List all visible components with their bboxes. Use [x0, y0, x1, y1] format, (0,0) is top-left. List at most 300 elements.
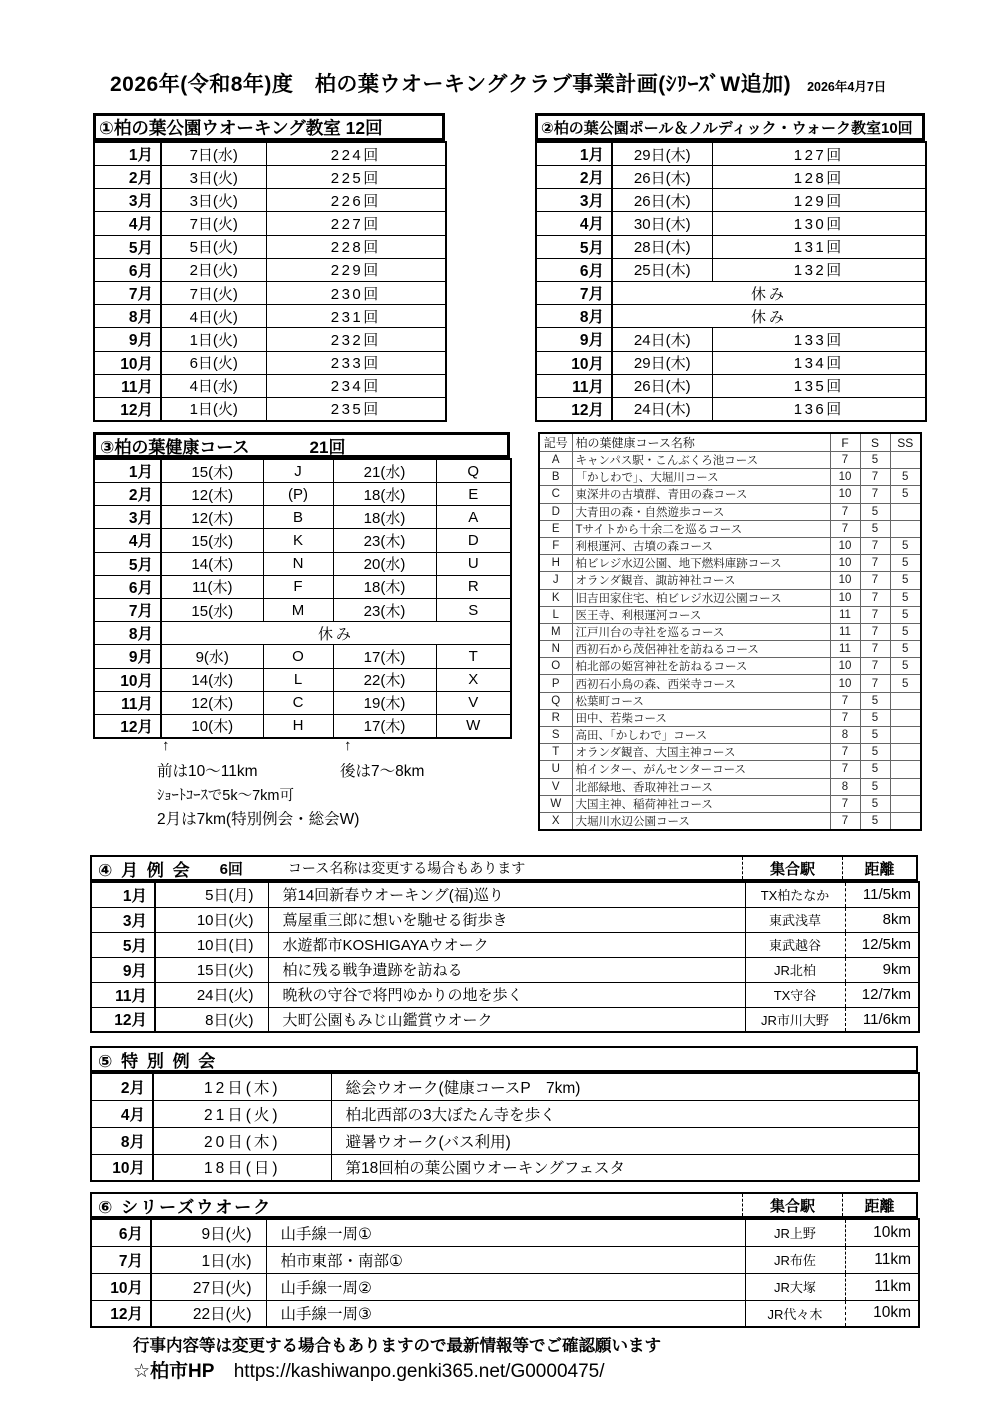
course-s-km-cell: 5: [860, 709, 890, 726]
month-cell: 10月: [94, 668, 161, 691]
course-code-cell: J: [539, 572, 572, 589]
session-count-cell: 131回: [712, 235, 926, 258]
course-list-row: [539, 727, 921, 744]
walk-event-row: [91, 1007, 919, 1032]
course-list-row: [539, 641, 921, 658]
course-s-km-cell: 7: [860, 555, 890, 572]
first-course-code-cell: B: [263, 506, 333, 529]
course-ss-km-cell: [890, 503, 921, 520]
class-schedule-row: [536, 189, 926, 212]
course-s-km-cell: 5: [860, 744, 890, 761]
health-course-header: [93, 432, 510, 458]
course-ss-km-cell: 5: [890, 486, 921, 503]
walking-class-table: [93, 141, 447, 422]
monthly-walk-note: コース名称は変更する場合もあります: [287, 860, 526, 876]
course-f-km-cell: 11: [830, 606, 860, 623]
course-name-cell: 東深井の古墳群、青田の森コース: [572, 486, 830, 503]
health-course-table: [93, 458, 512, 739]
event-name-cell: 第14回新春ウオーキング(福)巡り: [268, 882, 745, 907]
date-cell: 3日(火): [161, 166, 266, 189]
meeting-station-cell: 東武越谷: [745, 932, 845, 957]
arrow-up-icon: ↑: [162, 737, 170, 754]
course-list-header-row: [539, 433, 921, 452]
course-s-km-cell: 7: [860, 486, 890, 503]
health-course-row: [94, 668, 511, 691]
month-cell: 4月: [91, 1100, 153, 1127]
health-course-row: [94, 645, 511, 668]
walking-class-body: [94, 142, 446, 421]
walk-event-row: [91, 932, 919, 957]
class-schedule-row: [536, 235, 926, 258]
course-s-km-cell: 5: [860, 452, 890, 469]
course-code-cell: B: [539, 469, 572, 486]
month-cell: 11月: [94, 374, 161, 397]
second-date-cell: 18(水): [333, 506, 436, 529]
event-name-cell: 山手線一周②: [266, 1273, 745, 1300]
course-name-cell: Tサイトから十余二を巡るコース: [572, 520, 830, 537]
course-list-row: [539, 692, 921, 709]
month-cell: 6月: [94, 258, 161, 281]
first-date-cell: 12(木): [161, 691, 263, 714]
class-schedule-row: [94, 142, 446, 166]
session-count-cell: 229回: [266, 258, 446, 281]
course-s-km-cell: 5: [860, 727, 890, 744]
special-walk-section: [90, 1046, 918, 1182]
first-course-code-cell: J: [263, 459, 333, 483]
date-cell: 27日(火): [151, 1273, 266, 1300]
month-cell: 11月: [94, 691, 161, 714]
distance-cell: 10km: [845, 1300, 919, 1327]
event-name-cell: 山手線一周①: [266, 1219, 745, 1246]
first-course-code-cell: H: [263, 714, 333, 738]
month-cell: 10月: [91, 1154, 153, 1181]
second-course-code-cell: U: [436, 552, 511, 575]
walk-event-row: [91, 957, 919, 982]
course-f-km-cell: 7: [830, 503, 860, 520]
health-course-count: 21回: [309, 437, 346, 457]
month-cell: 1月: [91, 882, 155, 907]
distance-column-header: 距離: [842, 1194, 916, 1216]
month-cell: 7月: [536, 281, 612, 304]
course-code-cell: S: [539, 727, 572, 744]
course-ss-km-cell: [890, 709, 921, 726]
date-cell: 7日(火): [161, 281, 266, 304]
month-cell: 6月: [94, 575, 161, 598]
class-schedule-row: [94, 258, 446, 281]
health-course-row: [94, 506, 511, 529]
course-name-cell: 大堀川水辺公園コース: [572, 812, 830, 830]
meeting-station-cell: TX守谷: [745, 982, 845, 1007]
course-ss-km-cell: 5: [890, 537, 921, 554]
second-date-cell: 23(木): [333, 598, 436, 621]
month-cell: 3月: [94, 189, 161, 212]
health-course-row: [94, 714, 511, 738]
second-course-code-cell: R: [436, 575, 511, 598]
course-code-cell: N: [539, 641, 572, 658]
walk-event-row: [91, 1246, 919, 1273]
course-ss-km-cell: [890, 692, 921, 709]
course-ss-km-cell: [890, 727, 921, 744]
nordic-class-body: [536, 142, 926, 421]
course-list-body: [539, 433, 921, 830]
distance-cell: 11km: [845, 1273, 919, 1300]
course-s-header: S: [860, 433, 890, 452]
course-f-km-cell: 7: [830, 812, 860, 830]
walking-class-section: [93, 113, 445, 422]
course-list-row: [539, 812, 921, 830]
month-cell: 7月: [94, 598, 161, 621]
course-s-km-cell: 5: [860, 503, 890, 520]
class-schedule-row: [536, 258, 926, 281]
class-schedule-row: [94, 374, 446, 397]
course-name-cell: 医王寺、利根運河コース: [572, 606, 830, 623]
nordic-class-section: [535, 113, 925, 422]
month-cell: 7月: [94, 281, 161, 304]
month-cell: 8月: [94, 622, 161, 645]
walk-event-row: [91, 882, 919, 907]
course-list-table: [538, 432, 922, 831]
session-count-cell: 230回: [266, 281, 446, 304]
class-schedule-row: [536, 328, 926, 351]
health-course-section: [93, 432, 510, 739]
second-course-code-cell: D: [436, 529, 511, 552]
course-s-km-cell: 7: [860, 606, 890, 623]
course-code-cell: C: [539, 486, 572, 503]
course-ss-km-cell: [890, 778, 921, 795]
date-cell: 18日(日): [153, 1154, 331, 1181]
course-code-header: 記号: [539, 433, 572, 452]
course-name-cell: 高田、「かしわで」コース: [572, 727, 830, 744]
course-code-cell: R: [539, 709, 572, 726]
walk-event-row: [91, 907, 919, 932]
session-count-cell: 135回: [712, 374, 926, 397]
month-cell: 11月: [91, 982, 155, 1007]
second-date-cell: 19(木): [333, 691, 436, 714]
course-list-row: [539, 452, 921, 469]
class-schedule-row: [536, 397, 926, 421]
date-cell: 5日(火): [161, 235, 266, 258]
month-cell: 10月: [94, 351, 161, 374]
course-ss-km-cell: 5: [890, 589, 921, 606]
date-cell: 7日(火): [161, 212, 266, 235]
series-walk-title: ⑥ シリーズウオーク: [98, 1197, 273, 1217]
course-code-cell: X: [539, 812, 572, 830]
walk-event-row: [91, 1300, 919, 1327]
course-s-km-cell: 7: [860, 572, 890, 589]
session-count-cell: 231回: [266, 305, 446, 328]
first-course-code-cell: (P): [263, 483, 333, 506]
first-course-code-cell: O: [263, 645, 333, 668]
meeting-station-cell: JR大塚: [745, 1273, 845, 1300]
course-name-cell: 柏北部の姫宮神社を訪ねるコース: [572, 658, 830, 675]
month-cell: 12月: [94, 714, 161, 738]
course-f-km-cell: 10: [830, 572, 860, 589]
session-count-cell: 232回: [266, 328, 446, 351]
second-course-code-cell: E: [436, 483, 511, 506]
month-cell: 5月: [94, 235, 161, 258]
class-schedule-row: [94, 351, 446, 374]
course-code-cell: O: [539, 658, 572, 675]
session-count-cell: 227回: [266, 212, 446, 235]
meeting-station-cell: JR代々木: [745, 1300, 845, 1327]
session-count-cell: 224回: [266, 142, 446, 166]
series-walk-table: [90, 1218, 920, 1328]
course-ss-km-cell: 5: [890, 606, 921, 623]
special-walk-title: ⑤ 特 別 例 会: [98, 1051, 218, 1071]
class-schedule-row: [536, 142, 926, 166]
month-cell: 2月: [94, 166, 161, 189]
session-count-cell: 235回: [266, 397, 446, 421]
distance-cell: 12/5km: [845, 932, 919, 957]
date-cell: 9日(火): [151, 1219, 266, 1246]
monthly-walk-body: [91, 882, 919, 1032]
course-ss-km-cell: [890, 520, 921, 537]
course-f-km-cell: 8: [830, 778, 860, 795]
month-cell: 1月: [94, 459, 161, 483]
session-count-cell: 234回: [266, 374, 446, 397]
health-course-row: [94, 575, 511, 598]
distance-cell: 9km: [845, 957, 919, 982]
health-course-body: [94, 459, 511, 738]
first-date-cell: 15(水): [161, 529, 263, 552]
date-cell: 25日(木): [612, 258, 712, 281]
course-list-row: [539, 486, 921, 503]
month-cell: 5月: [91, 932, 155, 957]
course-list-row: [539, 520, 921, 537]
course-ss-km-cell: 5: [890, 555, 921, 572]
course-s-km-cell: 7: [860, 623, 890, 640]
class-schedule-row: [536, 166, 926, 189]
first-course-code-cell: C: [263, 691, 333, 714]
course-f-km-cell: 7: [830, 761, 860, 778]
page-title: 2026年(令和8年)度 柏の葉ウオーキングクラブ事業計画(ｼﾘｰｽﾞW追加): [110, 73, 792, 96]
second-date-cell: 17(木): [333, 714, 436, 738]
event-name-cell: 柏北西部の3大ぼたん寺を歩く: [331, 1100, 919, 1127]
course-code-cell: A: [539, 452, 572, 469]
class-schedule-row: [94, 189, 446, 212]
course-name-cell: 大青田の森・自然遊歩コース: [572, 503, 830, 520]
course-list-row: [539, 469, 921, 486]
session-count-cell: 134回: [712, 351, 926, 374]
course-name-cell: 江戸川台の寺社を巡るコース: [572, 623, 830, 640]
footer-notice: 行事内容等は変更する場合もありますので最新情報等でご確認願います: [133, 1337, 661, 1355]
date-cell: 29日(木): [612, 142, 712, 166]
course-f-km-cell: 7: [830, 795, 860, 812]
course-code-cell: M: [539, 623, 572, 640]
note-first-distance: 前は10～11km: [157, 763, 258, 780]
course-list-row: [539, 709, 921, 726]
date-cell: 10日(火): [155, 907, 268, 932]
course-list-row: [539, 761, 921, 778]
health-course-row: [94, 483, 511, 506]
course-f-km-cell: 10: [830, 486, 860, 503]
month-cell: 4月: [94, 212, 161, 235]
second-course-code-cell: T: [436, 645, 511, 668]
distance-cell: 11/6km: [845, 1007, 919, 1032]
second-course-code-cell: W: [436, 714, 511, 738]
class-schedule-row: [94, 212, 446, 235]
month-cell: 12月: [536, 397, 612, 421]
walk-event-row: [91, 1219, 919, 1246]
date-cell: 24日(木): [612, 397, 712, 421]
second-date-cell: 23(木): [333, 529, 436, 552]
session-count-cell: 136回: [712, 397, 926, 421]
course-list-row: [539, 537, 921, 554]
month-cell: 5月: [536, 235, 612, 258]
course-name-cell: 柏インター、がんセンターコース: [572, 761, 830, 778]
course-ss-km-cell: [890, 452, 921, 469]
date-cell: 5日(月): [155, 882, 268, 907]
footer-homepage: [133, 1356, 605, 1383]
session-count-cell: 132回: [712, 258, 926, 281]
month-cell: 8月: [536, 305, 612, 328]
course-s-km-cell: 5: [860, 520, 890, 537]
month-cell: 3月: [91, 907, 155, 932]
course-f-km-cell: 10: [830, 537, 860, 554]
session-count-cell: 129回: [712, 189, 926, 212]
course-code-cell: V: [539, 778, 572, 795]
month-cell: 7月: [91, 1246, 151, 1273]
first-date-cell: 10(木): [161, 714, 263, 738]
distance-cell: 11km: [845, 1246, 919, 1273]
meeting-station-cell: JR北柏: [745, 957, 845, 982]
course-list-section: [538, 432, 920, 831]
class-schedule-row: [94, 397, 446, 421]
date-cell: 24日(火): [155, 982, 268, 1007]
event-name-cell: 柏市東部・南部①: [266, 1246, 745, 1273]
monthly-walk-table: [90, 881, 920, 1033]
month-cell: 12月: [91, 1300, 151, 1327]
course-f-km-cell: 10: [830, 555, 860, 572]
course-name-cell: 大国主神、稲荷神社コース: [572, 795, 830, 812]
first-date-cell: 14(水): [161, 668, 263, 691]
course-list-row: [539, 795, 921, 812]
month-cell: 3月: [94, 506, 161, 529]
station-column-header: 集合駅: [742, 1194, 842, 1216]
session-count-cell: 225回: [266, 166, 446, 189]
course-code-cell: Q: [539, 692, 572, 709]
arrow-up-icon: ↑: [344, 737, 352, 754]
date-cell: 26日(木): [612, 166, 712, 189]
class-schedule-row: [536, 351, 926, 374]
session-count-cell: 226回: [266, 189, 446, 212]
date-cell: 7日(水): [161, 142, 266, 166]
course-list-row: [539, 744, 921, 761]
date-cell: 1日(火): [161, 397, 266, 421]
course-s-km-cell: 5: [860, 692, 890, 709]
course-list-row: [539, 658, 921, 675]
course-f-header: F: [830, 433, 860, 452]
distance-cell: 12/7km: [845, 982, 919, 1007]
course-name-cell: 利根運河、古墳の森コース: [572, 537, 830, 554]
course-s-km-cell: 5: [860, 795, 890, 812]
course-name-cell: 西初石小鳥の森、西栄寺コース: [572, 675, 830, 692]
date-cell: 1日(水): [151, 1246, 266, 1273]
course-ss-km-cell: 5: [890, 658, 921, 675]
course-name-cell: オランダ観音、諏訪神社コース: [572, 572, 830, 589]
health-course-title: ③柏の葉健康コース: [100, 437, 250, 457]
date-cell: 20日(木): [153, 1127, 331, 1154]
health-course-row: [94, 622, 511, 645]
special-walk-header: [90, 1046, 918, 1072]
course-name-cell: 旧吉田家住宅、柏ビレジ水辺公園コース: [572, 589, 830, 606]
month-cell: 8月: [94, 305, 161, 328]
date-cell: 15日(火): [155, 957, 268, 982]
date-cell: 29日(木): [612, 351, 712, 374]
first-date-cell: 11(木): [161, 575, 263, 598]
homepage-label: ☆柏市HP: [133, 1361, 215, 1382]
date-cell: 3日(火): [161, 189, 266, 212]
course-f-km-cell: 10: [830, 658, 860, 675]
first-date-cell: 12(木): [161, 506, 263, 529]
first-date-cell: 15(木): [161, 459, 263, 483]
course-code-cell: E: [539, 520, 572, 537]
first-course-code-cell: K: [263, 529, 333, 552]
first-course-code-cell: L: [263, 668, 333, 691]
first-course-code-cell: N: [263, 552, 333, 575]
course-f-km-cell: 7: [830, 692, 860, 709]
date-cell: 24日(木): [612, 328, 712, 351]
course-ss-km-cell: 5: [890, 572, 921, 589]
holiday-cell: 休み: [161, 622, 511, 645]
course-list-row: [539, 555, 921, 572]
health-course-row: [94, 598, 511, 621]
monthly-walk-header: [90, 855, 918, 881]
second-date-cell: 17(木): [333, 645, 436, 668]
class-schedule-row: [536, 305, 926, 328]
event-name-cell: 大町公園もみじ山鑑賞ウオーク: [268, 1007, 745, 1032]
monthly-walk-count: 6回: [219, 860, 243, 878]
month-cell: 10月: [536, 351, 612, 374]
date-cell: 10日(日): [155, 932, 268, 957]
course-name-cell: 柏ビレジ水辺公園、地下燃料庫跡コース: [572, 555, 830, 572]
month-cell: 2月: [91, 1073, 153, 1100]
event-name-cell: 総会ウオーク(健康コースP 7km): [331, 1073, 919, 1100]
series-walk-header: [90, 1192, 918, 1218]
special-event-row: [91, 1100, 919, 1127]
month-cell: 9月: [94, 645, 161, 668]
course-s-km-cell: 5: [860, 778, 890, 795]
session-count-cell: 128回: [712, 166, 926, 189]
month-cell: 10月: [91, 1273, 151, 1300]
meeting-station-cell: JR市川大野: [745, 1007, 845, 1032]
course-code-cell: F: [539, 537, 572, 554]
first-date-cell: 12(木): [161, 483, 263, 506]
distance-cell: 10km: [845, 1219, 919, 1246]
course-list-row: [539, 606, 921, 623]
session-count-cell: 133回: [712, 328, 926, 351]
course-s-km-cell: 5: [860, 761, 890, 778]
event-name-cell: 水遊都市KOSHIGAYAウオーク: [268, 932, 745, 957]
first-date-cell: 9(水): [161, 645, 263, 668]
class-schedule-row: [94, 166, 446, 189]
course-name-cell: キャンパス駅・こんぶくろ池コース: [572, 452, 830, 469]
special-event-row: [91, 1073, 919, 1100]
first-date-cell: 14(木): [161, 552, 263, 575]
health-course-row: [94, 691, 511, 714]
course-f-km-cell: 7: [830, 520, 860, 537]
course-ss-km-cell: 5: [890, 623, 921, 640]
course-list-row: [539, 503, 921, 520]
month-cell: 4月: [536, 212, 612, 235]
course-s-km-cell: 7: [860, 641, 890, 658]
station-column-header: 集合駅: [742, 857, 842, 879]
note-second-distance: 後は7～8km: [340, 763, 425, 780]
distance-column-header: 距離: [842, 857, 916, 879]
event-name-cell: 蔦屋重三郎に想いを馳せる街歩き: [268, 907, 745, 932]
course-name-cell: 松葉町コース: [572, 692, 830, 709]
month-cell: 2月: [536, 166, 612, 189]
